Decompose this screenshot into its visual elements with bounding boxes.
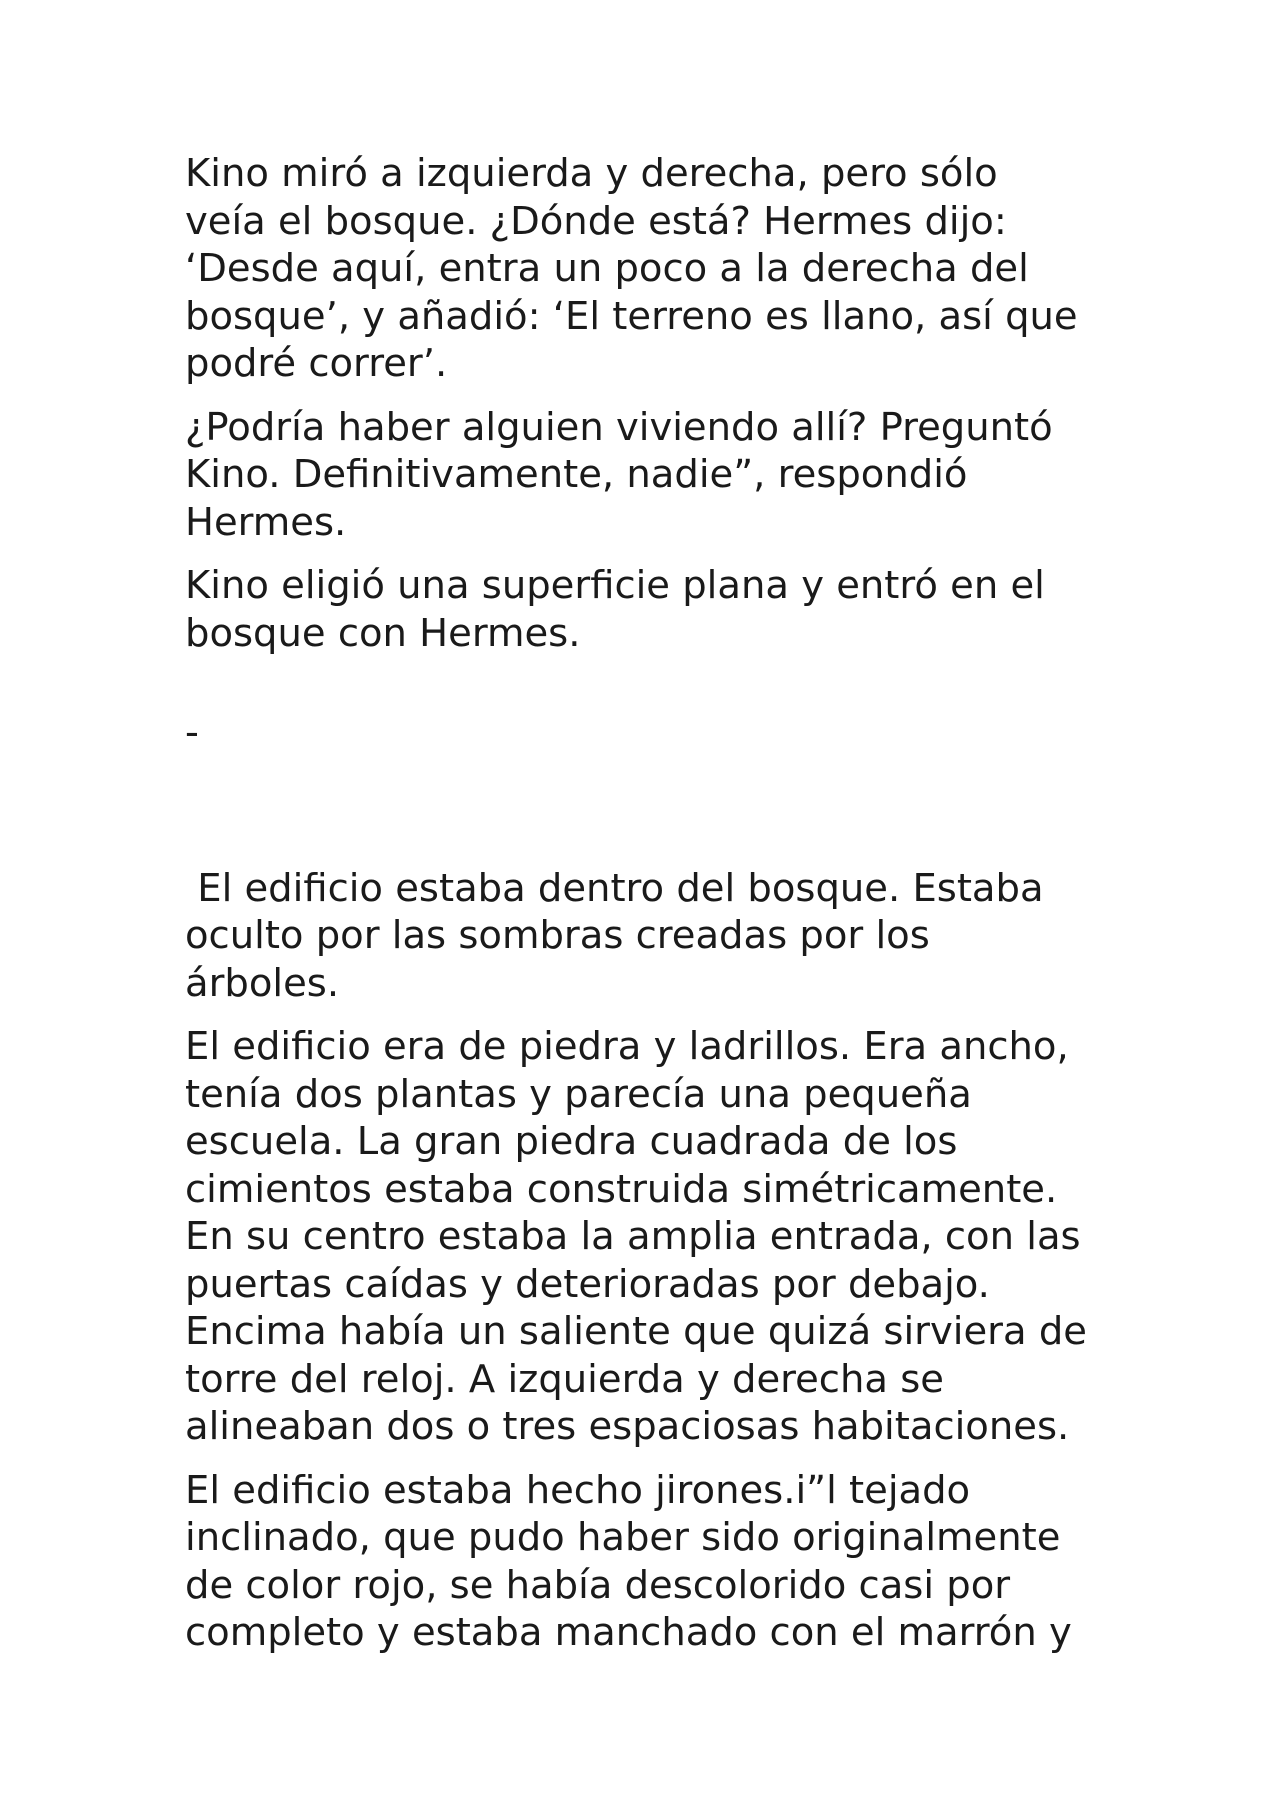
text-line: ‘Desde aquí, entra un poco a la derecha del	[185, 246, 1029, 291]
text-line: completo y estaba manchado con el marrón y	[185, 1610, 1072, 1655]
paragraph	[185, 865, 1125, 1008]
text-line: escuela. La gran piedra cuadrada de los	[185, 1119, 958, 1164]
text-line: Kino miró a izquierda y derecha, pero sólo	[185, 151, 998, 196]
paragraph	[185, 1467, 1125, 1657]
text-line: El edificio estaba dentro del bosque. Estaba	[185, 865, 1044, 911]
text-line: Kino eligió una superficie plana y entró en el	[185, 563, 1045, 608]
paragraph	[185, 562, 1125, 657]
text-line: árboles.	[185, 960, 340, 1006]
text-line: alineaban dos o tres espaciosas habitaciones.	[185, 1404, 1070, 1449]
text-line: ¿Podría haber alguien viviendo allí? Preguntó	[185, 404, 1053, 450]
text-line: Encima había un saliente que quizá sirviera de	[185, 1309, 1087, 1354]
text-line: oculto por las sombras creadas por los	[185, 913, 930, 958]
text-line: bosque con Hermes.	[185, 610, 581, 656]
text-line: Kino. Definitivamente, nadie”, respondió	[185, 452, 968, 497]
text-line: cimientos estaba construida simétricamente.	[185, 1166, 1058, 1212]
text-line: tenía dos plantas y parecía una pequeña	[185, 1071, 972, 1117]
text-line: El edificio estaba hecho jirones.i”l tejado	[185, 1467, 971, 1513]
paragraph	[185, 404, 1125, 547]
paragraph	[185, 150, 1125, 388]
text-line: podré correr’.	[185, 341, 448, 386]
text-line: de color rojo, se había descolorido casi por	[185, 1562, 1011, 1608]
text-line: bosque’, y añadió: ‘El terreno es llano, así que	[185, 293, 1078, 339]
section-separator: -	[185, 710, 199, 755]
text-line: En su centro estaba la amplia entrada, con las	[185, 1214, 1081, 1259]
text-line: torre del reloj. A izquierda y derecha se	[185, 1356, 944, 1402]
paragraph	[185, 1023, 1125, 1451]
text-line: veía el bosque. ¿Dónde está? Hermes dijo:	[185, 198, 1007, 244]
text-line: inclinado, que pudo haber sido originalmente	[185, 1515, 1061, 1560]
text-line: El edificio era de piedra y ladrillos. Era ancho,	[185, 1024, 1069, 1069]
text-line: Hermes.	[185, 499, 347, 545]
text-line: puertas caídas y deterioradas por debajo.	[185, 1261, 990, 1307]
document-text	[185, 150, 1125, 1673]
